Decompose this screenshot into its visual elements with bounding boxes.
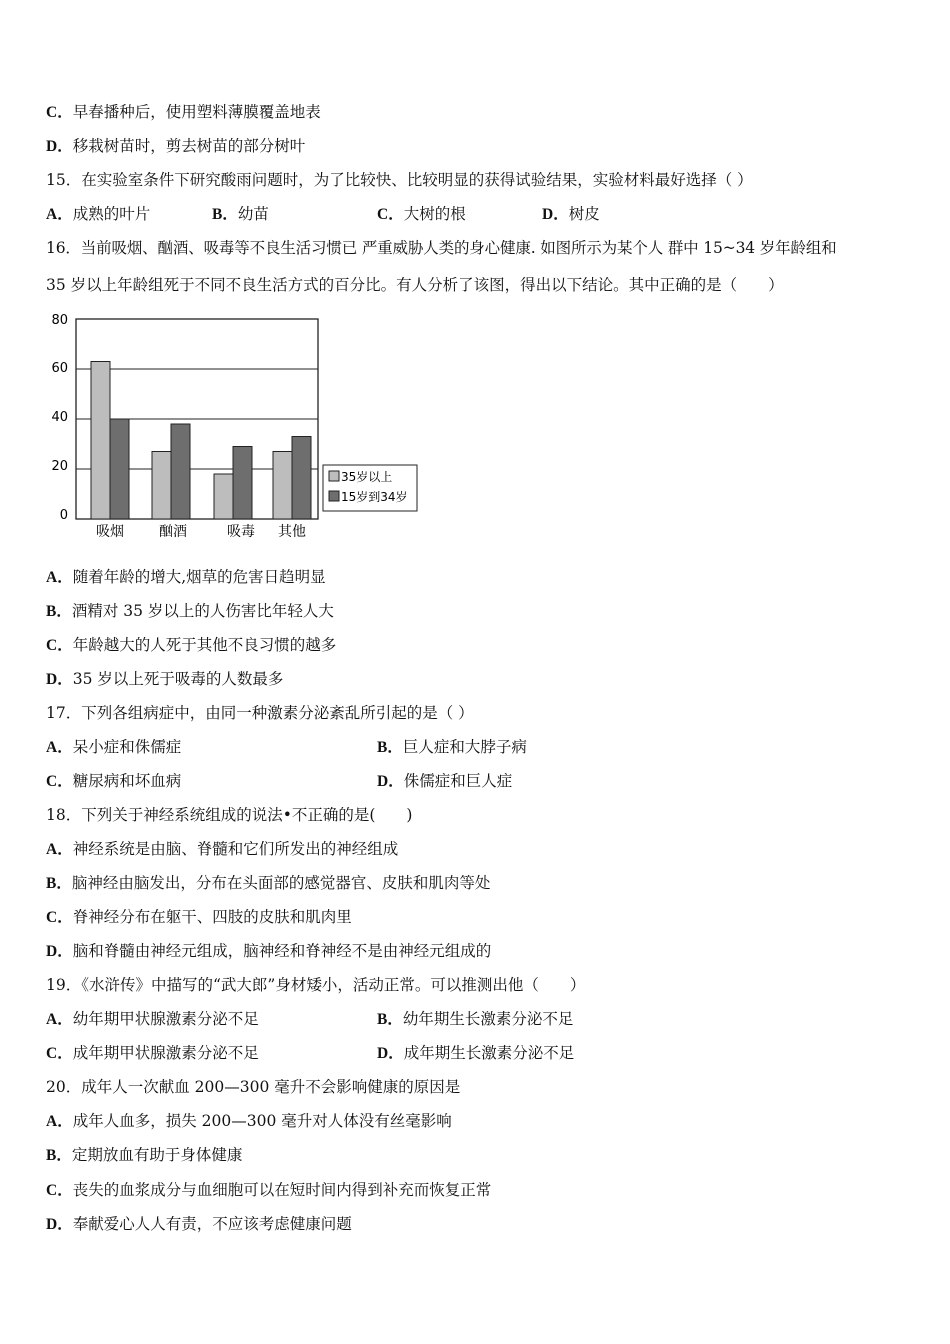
y-tick-label: 0 — [59, 508, 68, 523]
q18-option-a — [46, 839, 398, 860]
q16-option-d — [46, 669, 283, 690]
option-text: 树皮 — [568, 205, 600, 223]
x-tick-label: 吸毒 — [227, 524, 255, 540]
option-text: 奉献爱心人人有责，不应该考虑健康问题 — [72, 1215, 352, 1233]
bar-15-34-0 — [110, 419, 129, 519]
option-letter: C． — [46, 637, 73, 654]
q16-option-c — [46, 635, 336, 656]
option-letter: B． — [377, 1011, 403, 1028]
q18-option-b — [46, 873, 490, 894]
option-text: 成年期生长激素分泌不足 — [403, 1044, 575, 1062]
option-text: 幼年期生长激素分泌不足 — [402, 1010, 574, 1028]
option-text: 早春播种后，使用塑料薄膜覆盖地表 — [72, 103, 321, 121]
bar-35-plus-2 — [214, 474, 233, 519]
option-letter: D． — [377, 1045, 404, 1062]
q20-option-c — [46, 1180, 491, 1201]
option-letter: C． — [46, 909, 73, 926]
y-axis-ticks — [51, 313, 68, 523]
option-text: 酒精对 35 岁以上的人伤害比年轻人大 — [71, 602, 334, 620]
q19-option-b — [377, 1009, 573, 1030]
option-letter: A． — [46, 1011, 73, 1028]
option-letter: A． — [46, 739, 73, 756]
x-axis-labels — [96, 523, 306, 540]
q17-stem: 17．下列各组病症中，由同一种激素分泌紊乱所引起的是（ ） — [46, 704, 474, 722]
option-letter: B． — [46, 875, 72, 892]
legend-label-35-plus: 35岁以上 — [341, 470, 393, 484]
q14-option-c — [46, 102, 321, 123]
bar-chart — [40, 305, 430, 545]
option-letter: B． — [377, 739, 403, 756]
option-text: 呆小症和侏儒症 — [72, 738, 182, 756]
option-letter: D． — [46, 943, 73, 960]
option-text: 成年人血多，损失 200—300 毫升对人体没有丝毫影响 — [72, 1112, 452, 1130]
q19-option-c — [46, 1043, 259, 1064]
x-tick-label: 酗酒 — [159, 524, 187, 540]
q17-option-b — [377, 737, 527, 758]
option-text: 成年期甲状腺激素分泌不足 — [72, 1044, 259, 1062]
q17-option-a — [46, 737, 181, 758]
option-text: 糖尿病和坏血病 — [72, 772, 182, 790]
option-text: 侏儒症和巨人症 — [403, 772, 513, 790]
option-letter: C． — [46, 1045, 73, 1062]
option-text: 幼年期甲状腺激素分泌不足 — [72, 1010, 259, 1028]
q15-option-d — [542, 204, 600, 225]
y-tick-label: 60 — [51, 361, 68, 376]
legend-swatch-35-plus — [329, 471, 339, 481]
q17-option-d — [377, 771, 512, 792]
option-letter: C． — [46, 104, 73, 121]
bar-15-34-1 — [171, 424, 190, 519]
option-letter: D． — [542, 206, 569, 223]
legend-label-15-34: 15岁到34岁 — [341, 490, 408, 504]
q15-option-a — [46, 204, 150, 225]
option-text: 移栽树苗时，剪去树苗的部分树叶 — [72, 137, 306, 155]
q15-option-c — [377, 204, 466, 225]
option-letter: A． — [46, 206, 73, 223]
option-text: 神经系统是由脑、脊髓和它们所发出的神经组成 — [72, 840, 399, 858]
q19-stem: 19．《水浒传》中描写的“武大郎”身材矮小，活动正常。可以推测出他（ ） — [46, 976, 586, 994]
option-text: 35 岁以上死于吸毒的人数最多 — [72, 670, 284, 688]
option-text: 幼苗 — [237, 205, 269, 223]
legend — [323, 465, 417, 511]
q19-option-a — [46, 1009, 259, 1030]
x-tick-label: 其他 — [278, 524, 306, 540]
q20-stem: 20．成年人一次献血 200—300 毫升不会影响健康的原因是 — [46, 1078, 461, 1096]
option-letter: D． — [377, 773, 404, 790]
option-letter: A． — [46, 841, 73, 858]
q16-option-a — [46, 567, 326, 588]
option-letter: D． — [46, 671, 73, 688]
option-text: 大树的根 — [403, 205, 466, 223]
legend-swatch-15-34 — [329, 491, 339, 501]
option-letter: B． — [212, 206, 238, 223]
option-letter: B． — [46, 603, 72, 620]
q18-stem: 18．下列关于神经系统组成的说法•不正确的是( ) — [46, 806, 413, 824]
x-tick-label: 吸烟 — [96, 524, 124, 540]
option-letter: D． — [46, 1216, 73, 1233]
option-text: 脑和脊髓由神经元组成，脑神经和脊神经不是由神经元组成的 — [72, 942, 492, 960]
option-letter: D． — [46, 138, 73, 155]
y-tick-label: 40 — [51, 410, 68, 425]
option-letter: C． — [46, 773, 73, 790]
q14-option-d — [46, 136, 305, 157]
option-letter: C． — [377, 206, 404, 223]
q15-stem: 15．在实验室条件下研究酸雨问题时，为了比较快、比较明显的获得试验结果，实验材料最好选择（ ） — [46, 171, 753, 189]
q20-option-a — [46, 1111, 452, 1132]
option-text: 定期放血有助于身体健康 — [71, 1146, 243, 1164]
option-text: 脊神经分布在躯干、四肢的皮肤和肌肉里 — [72, 908, 352, 926]
y-tick-label: 80 — [51, 313, 68, 328]
q15-option-b — [212, 204, 269, 225]
option-text: 巨人症和大脖子病 — [402, 738, 527, 756]
option-text: 年龄越大的人死于其他不良习惯的越多 — [72, 636, 337, 654]
bar-35-plus-0 — [91, 362, 110, 520]
option-letter: A． — [46, 1113, 73, 1130]
y-tick-label: 20 — [51, 459, 68, 474]
q18-option-c — [46, 907, 352, 928]
q16-option-b — [46, 601, 334, 622]
option-text: 丧失的血浆成分与血细胞可以在短时间内得到补充而恢复正常 — [72, 1181, 492, 1199]
option-letter: C． — [46, 1182, 73, 1199]
option-text: 随着年龄的增大,烟草的危害日趋明显 — [72, 568, 326, 586]
q20-option-b — [46, 1145, 242, 1166]
q16-stem-line2: 35 岁以上年龄组死于不同不良生活方式的百分比。有人分析了该图，得出以下结论。其中正确的是（ ） — [46, 276, 784, 294]
q16-stem-line1: 16．当前吸烟、酗酒、吸毒等不良生活习惯已 严重威胁人类的身心健康. 如图所示为某个人 群中 15~34 岁年龄组和 — [46, 239, 837, 257]
option-letter: B． — [46, 1147, 72, 1164]
bar-35-plus-1 — [152, 452, 171, 520]
q18-option-d — [46, 941, 491, 962]
option-text: 脑神经由脑发出，分布在头面部的感觉器官、皮肤和肌肉等处 — [71, 874, 491, 892]
bar-35-plus-3 — [273, 452, 292, 520]
q17-option-c — [46, 771, 181, 792]
bar-15-34-3 — [292, 437, 311, 520]
bar-15-34-2 — [233, 447, 252, 520]
option-letter: A． — [46, 569, 73, 586]
q19-option-d — [377, 1043, 574, 1064]
q20-option-d — [46, 1214, 352, 1235]
option-text: 成熟的叶片 — [72, 205, 151, 223]
